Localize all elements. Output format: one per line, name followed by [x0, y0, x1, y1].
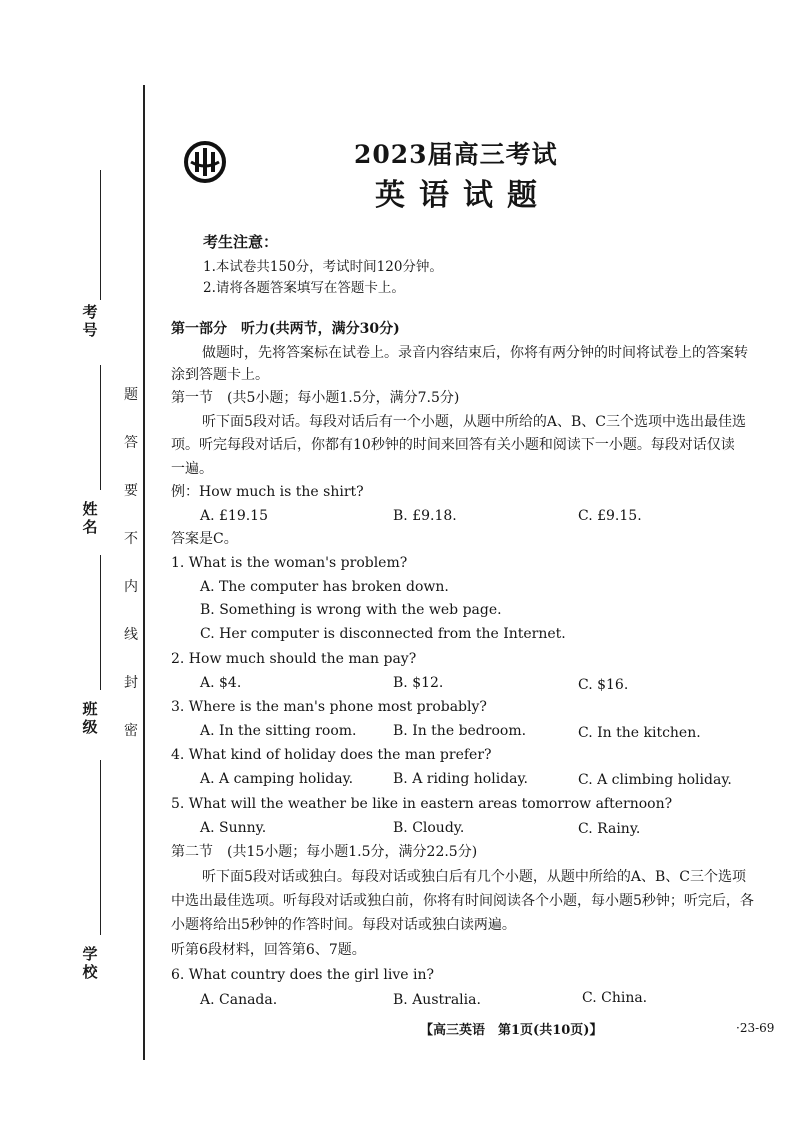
seal-notice — [122, 385, 140, 769]
notice-item: 1.本试卷共150分，考试时间120分钟。 — [203, 259, 443, 275]
exam-number-line[interactable] — [100, 170, 101, 300]
seal-char: 线 — [124, 627, 138, 643]
option-b: B. Something is wrong with the web page. — [200, 602, 502, 618]
part1-heading: 第一部分 听力(共两节，满分30分) — [171, 321, 400, 337]
option-c: C. Rainy. — [578, 821, 641, 837]
seal-char: 题 — [124, 387, 138, 403]
name-line[interactable] — [100, 365, 101, 490]
option-b: B. $12. — [393, 675, 444, 691]
option-c: C. Her computer is disconnected from the Internet. — [200, 626, 566, 642]
notice-heading: 考生注意： — [203, 233, 279, 251]
option-b: B. Australia. — [393, 992, 481, 1008]
question-text: 4. What kind of holiday does the man prefer? — [171, 747, 492, 763]
option-a: A. Sunny. — [200, 820, 267, 836]
option-b: B. Cloudy. — [393, 820, 465, 836]
section1-instruction: 一遍。 — [171, 461, 213, 477]
paper-code: ·23-69 — [736, 1021, 775, 1035]
part1-instruction: 做题时，先将答案标在试卷上。录音内容结束后，你将有两分钟的时间将试卷上的答案转 — [202, 345, 748, 361]
option-c: C. $16. — [578, 677, 629, 693]
seal-char: 不 — [124, 531, 138, 547]
option-a: A. The computer has broken down. — [200, 579, 449, 595]
option-a: A. A camping holiday. — [200, 771, 354, 787]
option-b: B. In the bedroom. — [393, 723, 527, 739]
section1-instruction: 项。听完每段对话后，你都有10秒钟的时间来回答有关小题和阅读下一小题。每段对话仅读 — [171, 437, 735, 453]
option-a: A. In the sitting room. — [200, 723, 357, 739]
question-text: 3. Where is the man's phone most probably? — [171, 699, 487, 715]
option-c: C. In the kitchen. — [578, 725, 701, 741]
example-option-a: A. £19.15 — [200, 508, 268, 524]
section2-instruction: 听下面5段对话或独白。每段对话或独白后有几个小题，从题中所给的A、B、C三个选项 — [202, 869, 747, 885]
option-a: A. $4. — [200, 675, 242, 691]
section1-instruction: 听下面5段对话。每段对话后有一个小题，从题中所给的A、B、C三个选项中选出最佳选 — [202, 414, 747, 430]
seal-char: 内 — [124, 579, 138, 595]
exam-number-label: 考 号 — [82, 303, 98, 339]
seal-char: 要 — [124, 483, 138, 499]
class-line[interactable] — [100, 555, 101, 690]
example-question: 例：How much is the shirt? — [171, 484, 364, 500]
part1-instruction: 涂到答题卡上。 — [171, 367, 269, 383]
page-footer: 【高三英语 第1页(共10页)】 — [420, 1023, 603, 1038]
school-label: 学 校 — [82, 945, 98, 981]
example-option-c: C. £9.15. — [578, 508, 642, 524]
material-note: 听第6段材料，回答第6、7题。 — [171, 942, 366, 958]
question-text: 5. What will the weather be like in eastern areas tomorrow afternoon? — [171, 796, 673, 812]
question-text: 6. What country does the girl live in? — [171, 967, 434, 983]
name-label: 姓 名 — [82, 500, 98, 536]
question-text: 1. What is the woman's problem? — [171, 555, 408, 571]
option-b: B. A riding holiday. — [393, 771, 528, 787]
binding-line — [143, 85, 145, 1060]
notice-item: 2.请将各题答案填写在答题卡上。 — [203, 280, 405, 296]
exam-title: 2023届高三考试 — [354, 140, 558, 169]
question-text: 2. How much should the man pay? — [171, 651, 417, 667]
section2-instruction: 中选出最佳选项。听每段对话或独白前，你将有时间阅读各个小题，每小题5秒钟；听完后，各 — [171, 893, 754, 909]
section2-instruction: 小题将给出5秒钟的作答时间。每段对话或独白读两遍。 — [171, 917, 516, 933]
example-answer: 答案是C。 — [171, 531, 238, 547]
seal-char: 密 — [124, 723, 138, 739]
school-line[interactable] — [100, 760, 101, 935]
class-label: 班 级 — [82, 700, 98, 736]
option-a: A. Canada. — [200, 992, 278, 1008]
seal-char: 答 — [124, 435, 138, 451]
example-option-b: B. £9.18. — [393, 508, 457, 524]
section1-heading: 第一节 (共5小题；每小题1.5分，满分7.5分) — [171, 390, 460, 406]
exam-publisher-logo-icon — [183, 140, 227, 184]
section2-heading: 第二节 (共15小题；每小题1.5分，满分22.5分) — [171, 844, 478, 860]
option-c: C. China. — [582, 990, 648, 1006]
seal-char: 封 — [124, 675, 138, 691]
subject-title: 英语试题 — [375, 178, 551, 213]
option-c: C. A climbing holiday. — [578, 772, 732, 788]
